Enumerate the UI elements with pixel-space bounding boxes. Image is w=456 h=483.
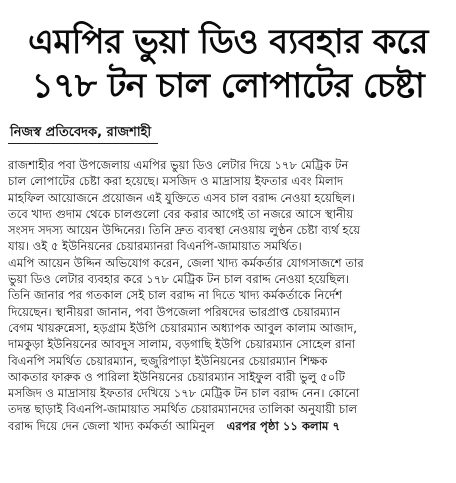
byline-underline	[8, 143, 158, 144]
body-line: তদন্ত ছাড়াই বিএনপি-জামায়াত সমর্থিত চেয়ারম্যানদের তালিকা অনুযায়ী চাল	[8, 402, 358, 417]
article-body	[8, 157, 454, 434]
body-line: দামকুড়া ইউনিয়নের আবদুস সালাম, বড়গাছি ইউপি চেয়ারম্যান সোহেল রানা	[8, 337, 356, 352]
body-line: ভুয়া ডিও লেটার ব্যবহার করে ১৭৮ মেট্রিক টন চাল বরাদ্দ নেওয়া হয়েছিল।	[8, 272, 350, 287]
body-line: বিএনপি সমর্থিত চেয়ারম্যান, হুজুরিপাড়া ইউনিয়নের চেয়ারম্যান শিক্ষক	[8, 353, 328, 368]
byline: নিজস্ব প্রতিবেদক, রাজশাহী	[10, 125, 152, 140]
body-line: চাল লোপাটের চেষ্টা করা হয়েছে। মসজিদ ও মাদ্রাসায় ইফতার এবং মিলাদ	[8, 174, 344, 189]
clipped-top-text	[0, 0, 456, 6]
body-line: আকতার ফারুক ও পারিলা ইউনিয়নের চেয়ারম্যান সাইফুল বারী ভুলু ৫০টি	[8, 369, 345, 384]
body-line: সংসদ সদস্য আয়েন উদ্দিনের। তিনি দ্রুত ব্যবস্থা নেওয়ায় লুণ্ঠন চেষ্টা ব্যর্থ হয়ে	[8, 223, 361, 238]
body-line: দিয়েছেন। স্থানীয়রা জানান, পবা উপজেলা পরিষদের ভারপ্রাপ্ত চেয়ারম্যান	[8, 304, 341, 319]
headline-line-2: ১৭৮ টন চাল লোপাটের চেষ্টা	[31, 66, 425, 106]
body-line: তিনি জানার পর গতকাল সেই চাল বরাদ্দ না দিতে খাদ্য কর্মকর্তাকে নির্দেশ	[8, 288, 343, 303]
body-line-text: বরাদ্দ দিয়ে দেন জেলা খাদ্য কর্মকর্তা আমিনুল	[8, 418, 215, 433]
headline	[6, 20, 450, 108]
body-line: বেগম খায়রুন্নেসা, হড়গ্রাম ইউপি চেয়ারম্যান অধ্যাপক আবুল কালাম আজাদ,	[8, 320, 357, 335]
headline-line-1: এমপির ভুয়া ডিও ব্যবহার করে	[28, 22, 428, 62]
body-line: মাহফিল আয়োজনে প্রয়োজন এই যুক্তিতে এসব চাল বরাদ্দ নেওয়া হয়েছিল।	[8, 190, 356, 205]
body-line: তবে খাদ্য গুদাম থেকে চালগুলো বের করার আগেই তা নজরে আসে স্থানীয়	[8, 206, 354, 221]
body-line: যায়। ওই ৫ ইউনিয়নের চেয়ারম্যানরা বিএনপি-জামায়াত সমর্থিত।	[8, 239, 302, 254]
body-line: এমপি আয়েন উদ্দিন অভিযোগ করেন, জেলা খাদ্য কর্মকর্তার যোগসাজশে তার	[8, 255, 364, 270]
body-line: মসজিদ ও মাদ্রাসায় ইফতার দেখিয়ে ১৭৮ মেট্রিক টন চাল বরাদ্দ নেন। কোনো	[8, 386, 360, 401]
body-line-last	[8, 418, 454, 434]
body-line: রাজশাহীর পবা উপজেলায় এমপির ভুয়া ডিও লেটার দিয়ে ১৭৮ মেট্রিক টন	[8, 158, 349, 172]
continued-on-page: এরপর পৃষ্ঠা ১১ কলাম ৭	[226, 418, 341, 433]
